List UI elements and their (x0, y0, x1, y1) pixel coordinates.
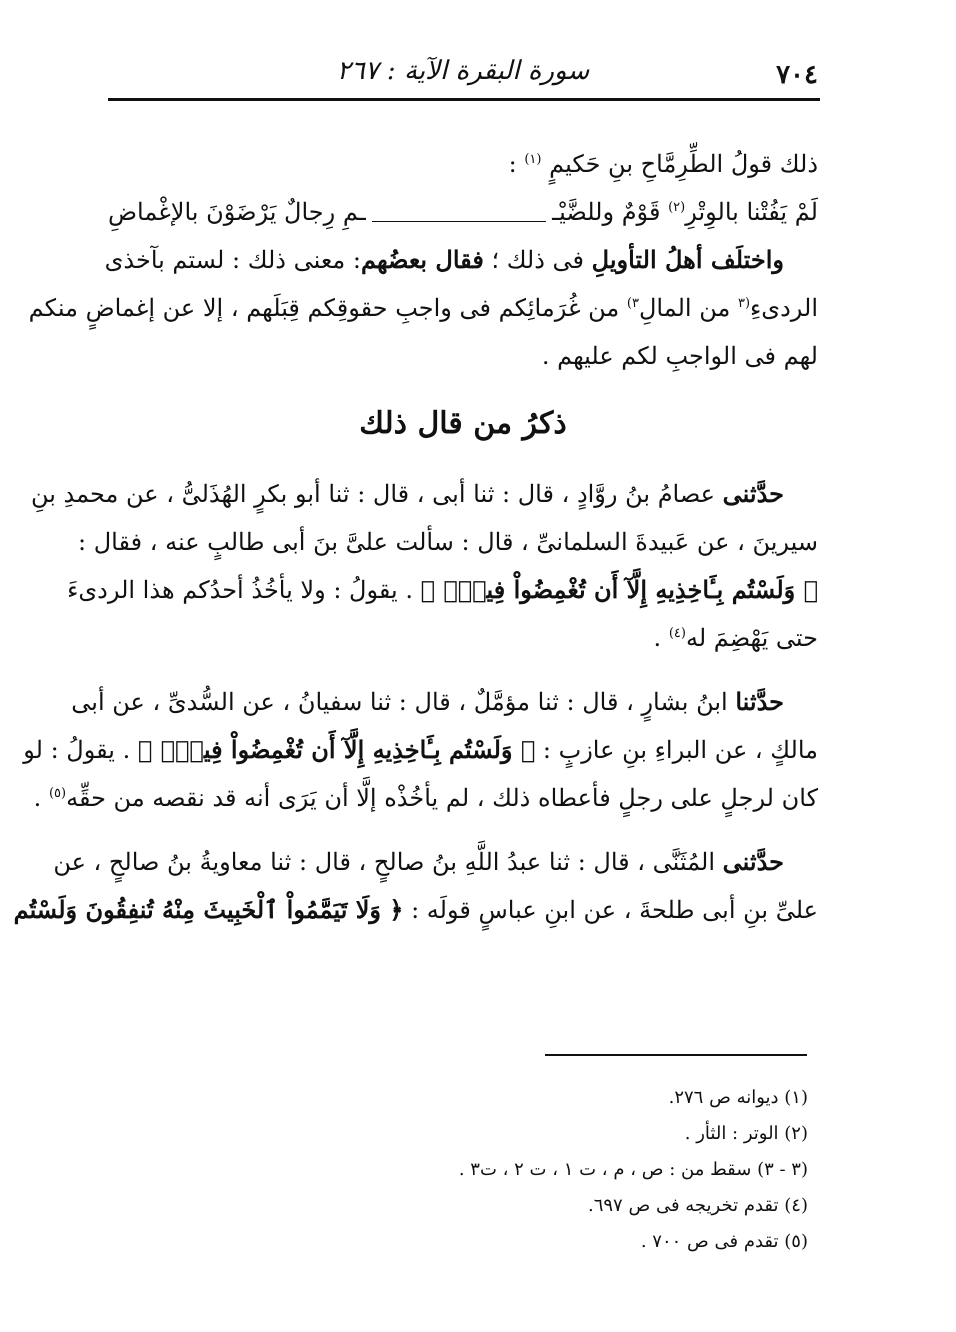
para4-line2-a: علىِّ بنِ أبى طلحةَ ، عن ابنِ عباسٍ قولَه : (411, 896, 818, 924)
running-title: سورة البقرة الآية : ٢٦٧ (336, 56, 590, 86)
footnote-5: (٥) تقدم فى ص ٧٠٠ . (640, 1231, 808, 1252)
para1-bold-lead: واختلَف أهلُ التأويلِ (591, 245, 784, 274)
para2-line2: سيرينَ ، عن عَبيدةَ السلمانىِّ ، قال : سألت علىَّ بنَ أبى طالبٍ عنه ، فقال : (78, 528, 818, 556)
quran-quote: ﴿ وَلَسْتُم بِـَٔاخِذِيهِ إِلَّآ أَن تُغْمِضُواْ فِيهِۚ ﴾ (420, 575, 818, 604)
footnotes (420, 1080, 818, 1260)
intro-line (108, 140, 818, 188)
para1-line3: لهم فى الواجبِ لكم عليهم . (541, 342, 818, 370)
verse-second-hemistich: ـمِ رِجالٌ يَرْضَوْنَ بالإغْماضِ (108, 198, 366, 226)
para1-line2-b: من المالِ (638, 294, 731, 322)
para3-line1-text: ابنُ بشارٍ ، قال : ثنا مؤمَّلٌ ، قال : ثنا سفيانُ ، عن السُّدىِّ ، عن أبى (71, 688, 728, 716)
quran-quote: ﴿ وَلَسْتُم بِـَٔاخِذِيهِ إِلَّآ أَن تُغْمِضُواْ فِيهِۚ ﴾ (137, 735, 536, 764)
para1-text-b: : معنى ذلك : لستم بآخذى (104, 246, 361, 274)
para2-line4-text: حتى يَهْضِمَ له (685, 624, 818, 652)
paragraph-gap (108, 822, 818, 838)
poem-verse (108, 188, 818, 236)
para2-line3 (67, 566, 818, 614)
para2-line1 (30, 470, 818, 518)
verse-first-hemistich (552, 188, 818, 236)
para3-line2-a: مالكٍ ، عن البراءِ بنِ عازبٍ : (542, 736, 818, 764)
main-text (13, 140, 818, 934)
header-rule (108, 98, 820, 101)
paragraph-gap (108, 662, 818, 678)
para3-line3-text: كان لرجلٍ على رجلٍ فأعطاه ذلك ، لم يأخُذْه إلَّا أن يَرَى أنه قد نقصه من حقِّه (66, 784, 818, 812)
para2-line3-text: . يقولُ : ولا يأخُذُ أحدُكم هذا الردىءَ (67, 576, 413, 604)
para1-line2-a: الردىءِ (750, 294, 818, 322)
footnote-2: (٢) الوتر : الثأر . (684, 1123, 808, 1144)
para4-line2 (13, 886, 818, 934)
para3-line2 (23, 726, 818, 774)
page-header (108, 50, 818, 96)
quran-quote: ﴿ وَلَا تَيَمَّمُواْ ٱلْخَبِيثَ مِنْهُ تُنفِقُونَ وَلَسْتُم (13, 895, 404, 924)
footnote-ref-1: (١) (524, 152, 542, 167)
page-number: ٧٠٤ (776, 60, 818, 90)
para3-line3 (33, 774, 818, 822)
intro-text: ذلك قولُ الطِّرِمَّاحِ بنِ حَكيمٍ (549, 150, 818, 178)
footnote-4: (٤) تقدم تخريجه فى ص ٦٩٧. (587, 1195, 808, 1216)
verse-first-part-b: قَوْمٌ وللضَّيْـ (552, 198, 661, 226)
footnote-ref-3-close: ٣) (626, 296, 639, 311)
para1-text-a: فى ذلك ؛ (491, 246, 585, 274)
footnote-3: (٣ - ٣) سقط من : ص ، م ، ت ١ ، ت ٢ ، ت٣ . (458, 1159, 808, 1180)
footnote-ref-2: (٢) (668, 200, 686, 215)
para3-line1 (71, 678, 818, 726)
para4-bold-lead: حدَّثنى (722, 847, 784, 876)
footnote-ref-3-open: (٣ (737, 296, 751, 311)
para4-line1 (53, 838, 818, 886)
footnote-rule (545, 1054, 807, 1056)
para4-line1-text: المُثَنَّى ، قال : ثنا عبدُ اللَّهِ بنُ صالحٍ ، قال : ثنا معاويةُ بنُ صالحٍ ، عن (53, 848, 715, 876)
para3-line2-b: . يقولُ : لو (23, 736, 131, 764)
footnote-ref-5: (٥) (48, 786, 67, 801)
para1-line2-c: من غُرَمائِكم فى واجبِ حقوقِكم قِبَلَهم ، إلا عن إغماضٍ منكم (28, 294, 620, 322)
para3-bold-lead: حدَّثنا (735, 687, 784, 716)
para2-line4-end: . (653, 624, 662, 652)
para2-line1-text: عصامُ بنُ روَّادٍ ، قال : ثنا أبى ، قال : ثنا أبو بكرٍ الهُذَلىُّ ، عن محمدِ بنِ (30, 480, 715, 508)
verse-tatweel-line (372, 188, 546, 222)
footnote-ref-4: (٤) (668, 626, 686, 641)
para1-line2 (28, 284, 818, 332)
section-heading: ذكرُ من قال ذلك (359, 406, 567, 441)
footnote-1: (١) ديوانه ص ٢٧٦. (668, 1087, 808, 1108)
verse-first-part-a: لَمْ يَفُتْنا بالوِتْرِ (685, 198, 818, 226)
para1-bold-opinion: فقال بعضُهم (360, 245, 484, 274)
para3-line3-end: . (33, 784, 42, 812)
para2-line4 (108, 614, 818, 662)
para1-line1 (104, 236, 818, 284)
intro-colon: : (508, 150, 517, 178)
para2-bold-lead: حدَّثنى (722, 479, 784, 508)
